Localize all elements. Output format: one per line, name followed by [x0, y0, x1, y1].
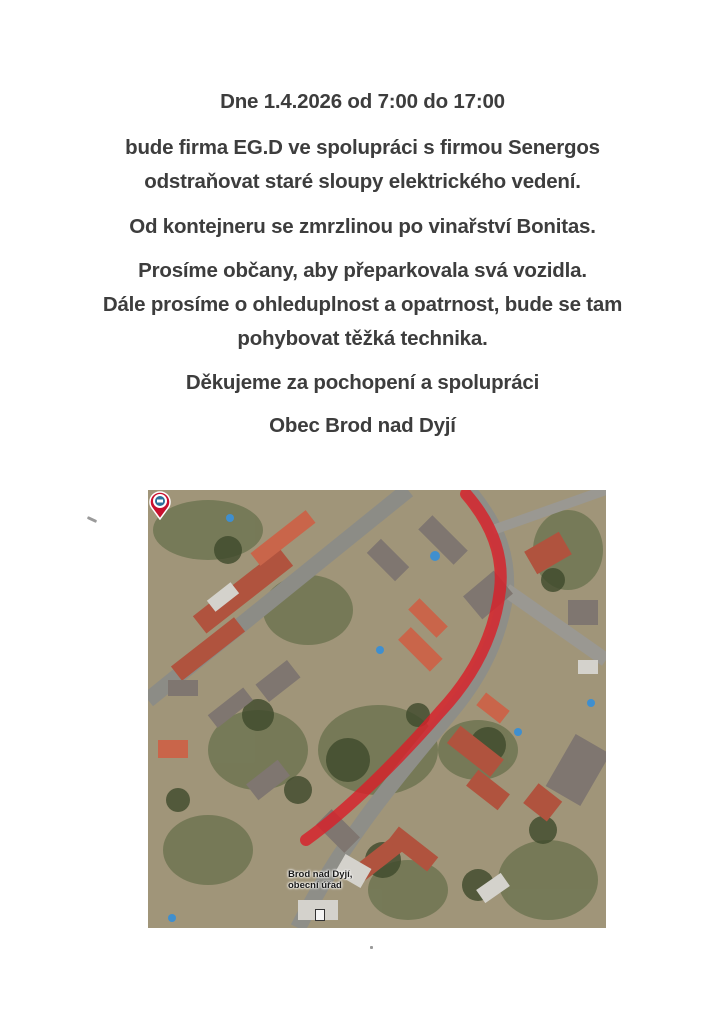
coat-of-arms-icon	[315, 909, 325, 921]
paragraph2-line2: Dále prosíme o ohleduplnost a opatrnost, bude se tam	[102, 293, 623, 316]
signature: Obec Brod nad Dyjí	[269, 414, 456, 437]
aerial-map	[148, 490, 606, 928]
scan-speck	[370, 946, 373, 949]
paragraph2-line1: Prosíme občany, aby přeparkovala svá vozidla.	[138, 259, 587, 282]
town-hall-label-line1: Brod nad Dyjí,	[288, 869, 353, 880]
thanks-line: Děkujeme za pochopení a spolupráci	[185, 371, 540, 394]
date-line: Dne 1.4.2026 od 7:00 do 17:00	[220, 90, 505, 113]
paragraph1-line1: bude firma EG.D ve spolupráci s firmou Senergos	[125, 136, 600, 159]
town-hall-label-line2: obecní úřad	[288, 880, 342, 891]
town-hall-pin-icon[interactable]	[148, 490, 172, 520]
paragraph1-line2: odstraňovat staré sloupy elektrického vedení.	[144, 170, 581, 193]
aerial-imagery	[148, 490, 606, 928]
location-line: Od kontejneru se zmrzlinou po vinařství Bonitas.	[129, 215, 596, 238]
town-hall-label[interactable]	[288, 869, 352, 891]
scan-speck	[87, 516, 97, 523]
paragraph2-line3: pohybovat těžká technika.	[237, 327, 488, 350]
